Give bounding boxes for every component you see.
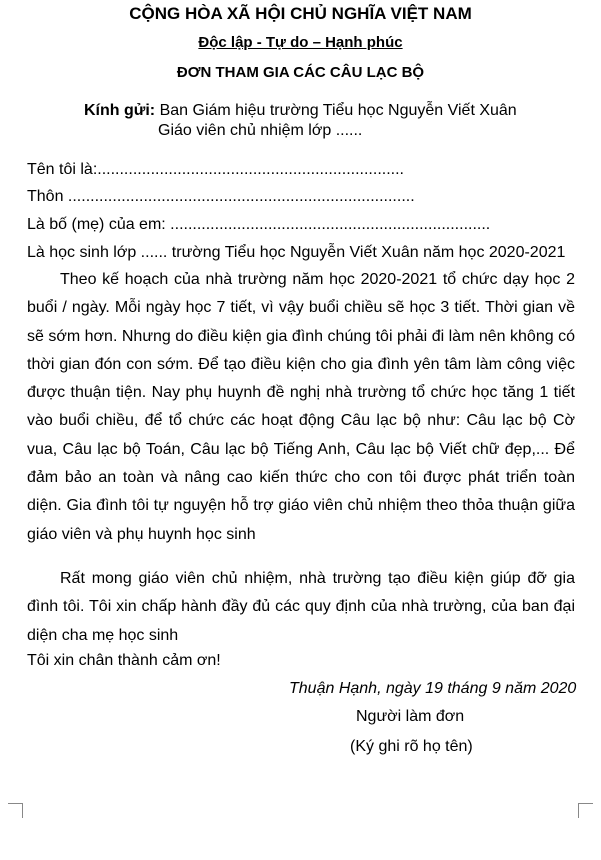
recipient-line-1 bbox=[84, 101, 517, 121]
page-corner-mark-right bbox=[578, 803, 593, 818]
signer-label: Người làm đơn bbox=[356, 708, 465, 725]
recipient-teacher: Giáo viên chủ nhiệm lớp ...... bbox=[158, 122, 363, 139]
recipient-school: Ban Giám hiệu trường Tiểu học Nguyễn Viết Xuân bbox=[159, 102, 517, 119]
body-paragraph-1: Theo kế hoạch của nhà trường năm học 2020-2021 tổ chức dạy học 2 buổi / ngày. Mỗi ngày học 7 tiết, vì vậy buổi chiều sẽ học 3 tiết. Thời gian về sẽ sớm hơn. Nhưng do điều kiện gia đình chúng tôi phải đi làm nên không có thời gian đón con sớm. Để tạo điều kiện cho gia đình yên tâm làm công việc được thuận tiện. Nay phụ huynh đề nghị nhà trường tổ chức học tăng 1 tiết vào buổi chiều, để tổ chức các hoạt động Câu lạc bộ như: Câu lạc bộ Cờ vua, Câu lạc bộ Toán, Câu lạc bộ Tiếng Anh, Câu lạc bộ Viết chữ đẹp,... Để đảm bảo an toàn và nâng cao kiến thức cho con tôi được phát triển toàn diện. Gia đình tôi tự nguyện hỗ trợ giáo viên chủ nhiệm theo thỏa thuận giữa giáo viên và phụ huynh học sinh bbox=[27, 271, 575, 543]
field-name: Tên tôi là:..................................................................... bbox=[27, 161, 404, 178]
recipient-label: Kính gửi: bbox=[84, 102, 156, 119]
signature-instruction: (Ký ghi rõ họ tên) bbox=[350, 738, 473, 755]
page-corner-mark-left bbox=[8, 803, 23, 818]
motto-heading: Độc lập - Tự do – Hạnh phúc bbox=[198, 34, 403, 51]
national-name-heading: CỘNG HÒA XÃ HỘI CHỦ NGHĨA VIỆT NAM bbox=[129, 4, 472, 23]
field-parent-of: Là bố (mẹ) của em: ........................................................................ bbox=[27, 216, 491, 233]
field-student-class: Là học sinh lớp ...... trường Tiểu học Nguyễn Viết Xuân năm học 2020-2021 bbox=[27, 244, 566, 261]
form-title: ĐƠN THAM GIA CÁC CÂU LẠC BỘ bbox=[176, 64, 425, 81]
field-village: Thôn .............................................................................. bbox=[27, 188, 415, 205]
place-date: Thuận Hạnh, ngày 19 tháng 9 năm 2020 bbox=[289, 680, 577, 697]
thanks-line: Tôi xin chân thành cảm ơn! bbox=[27, 652, 221, 669]
body-paragraph-2: Rất mong giáo viên chủ nhiệm, nhà trường tạo điều kiện giúp đỡ gia đình tôi. Tôi xin chấp hành đầy đủ các quy định của nhà trường, của ban đại diện cha mẹ học sinh bbox=[27, 570, 575, 644]
